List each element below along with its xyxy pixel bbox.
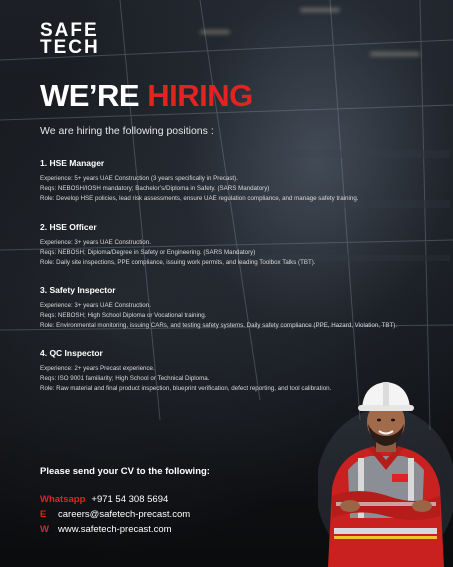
job-title: 4. QC Inspector [40, 348, 103, 358]
job-title: 1. HSE Manager [40, 158, 105, 168]
job-listing-hse-officer [40, 222, 440, 268]
job-title: 2. HSE Officer [40, 222, 97, 232]
job-title: 3. Safety Inspector [40, 285, 116, 295]
ceiling-light [370, 52, 420, 56]
title-hiring: HIRING [147, 78, 253, 113]
logo-line-2: TECH [40, 37, 100, 58]
whatsapp-label: Whatsapp [40, 494, 86, 505]
title-were: WE’RE [40, 78, 148, 113]
job-experience: Experience: 3+ years UAE Construction. [40, 239, 151, 246]
email-address[interactable]: careers@safetech-precast.com [58, 509, 191, 520]
job-experience: Experience: 5+ years UAE Construction (3 years specifically in Precast). [40, 175, 238, 182]
job-experience: Experience: 3+ years UAE Construction. [40, 302, 151, 309]
intro-text: We are hiring the following positions : [40, 125, 214, 137]
page-title [40, 78, 253, 114]
job-requirements: Reqs: NEBOSH; Diploma/Degree in Safety or Engineering. (SARS Mandatory) [40, 249, 256, 256]
job-requirements: Reqs: ISO 9001 familiarity; High School or Technical Diploma. [40, 375, 210, 382]
email-label: E [40, 509, 47, 520]
job-role: Role: Daily site inspections, PPE compliance, issuing work permits, and leading Toolbox Talks (TBT). [40, 259, 316, 266]
whatsapp-number[interactable]: +971 54 308 5694 [91, 494, 169, 505]
safetech-logo [40, 22, 100, 56]
website-label: W [40, 524, 49, 535]
job-experience: Experience: 2+ years Precast experience. [40, 365, 155, 372]
cv-heading: Please send your CV to the following: [40, 466, 210, 477]
contact-email[interactable] [40, 509, 190, 520]
job-requirements: Reqs: NEBOSH/IOSH mandatory; Bachelor’s/Diploma in Safety. (SARS Mandatory) [40, 185, 270, 192]
job-requirements: Reqs: NEBOSH; High School Diploma or Vocational training. [40, 312, 207, 319]
ceiling-light [200, 30, 230, 34]
ceiling-light [300, 8, 340, 12]
website-url[interactable]: www.safetech-precast.com [58, 524, 172, 535]
safety-worker-illustration [318, 378, 453, 567]
job-role: Role: Raw material and final product inspection, blueprint verification, defect reporting, and tool calibration. [40, 385, 332, 392]
logo-line-1: SAFE [40, 20, 99, 41]
job-listing-hse-manager [40, 158, 440, 204]
job-role: Role: Develop HSE policies, lead risk assessments, ensure UAE regulation compliance, and manage safety training. [40, 195, 359, 202]
contact-whatsapp[interactable] [40, 494, 168, 505]
job-listing-safety-inspector [40, 285, 440, 331]
contact-website[interactable] [40, 524, 172, 535]
job-role: Role: Environmental monitoring, issuing CARs, and testing safety systems. Daily safety compliance (PPE, Hazard, Violation, TBT). [40, 322, 398, 329]
